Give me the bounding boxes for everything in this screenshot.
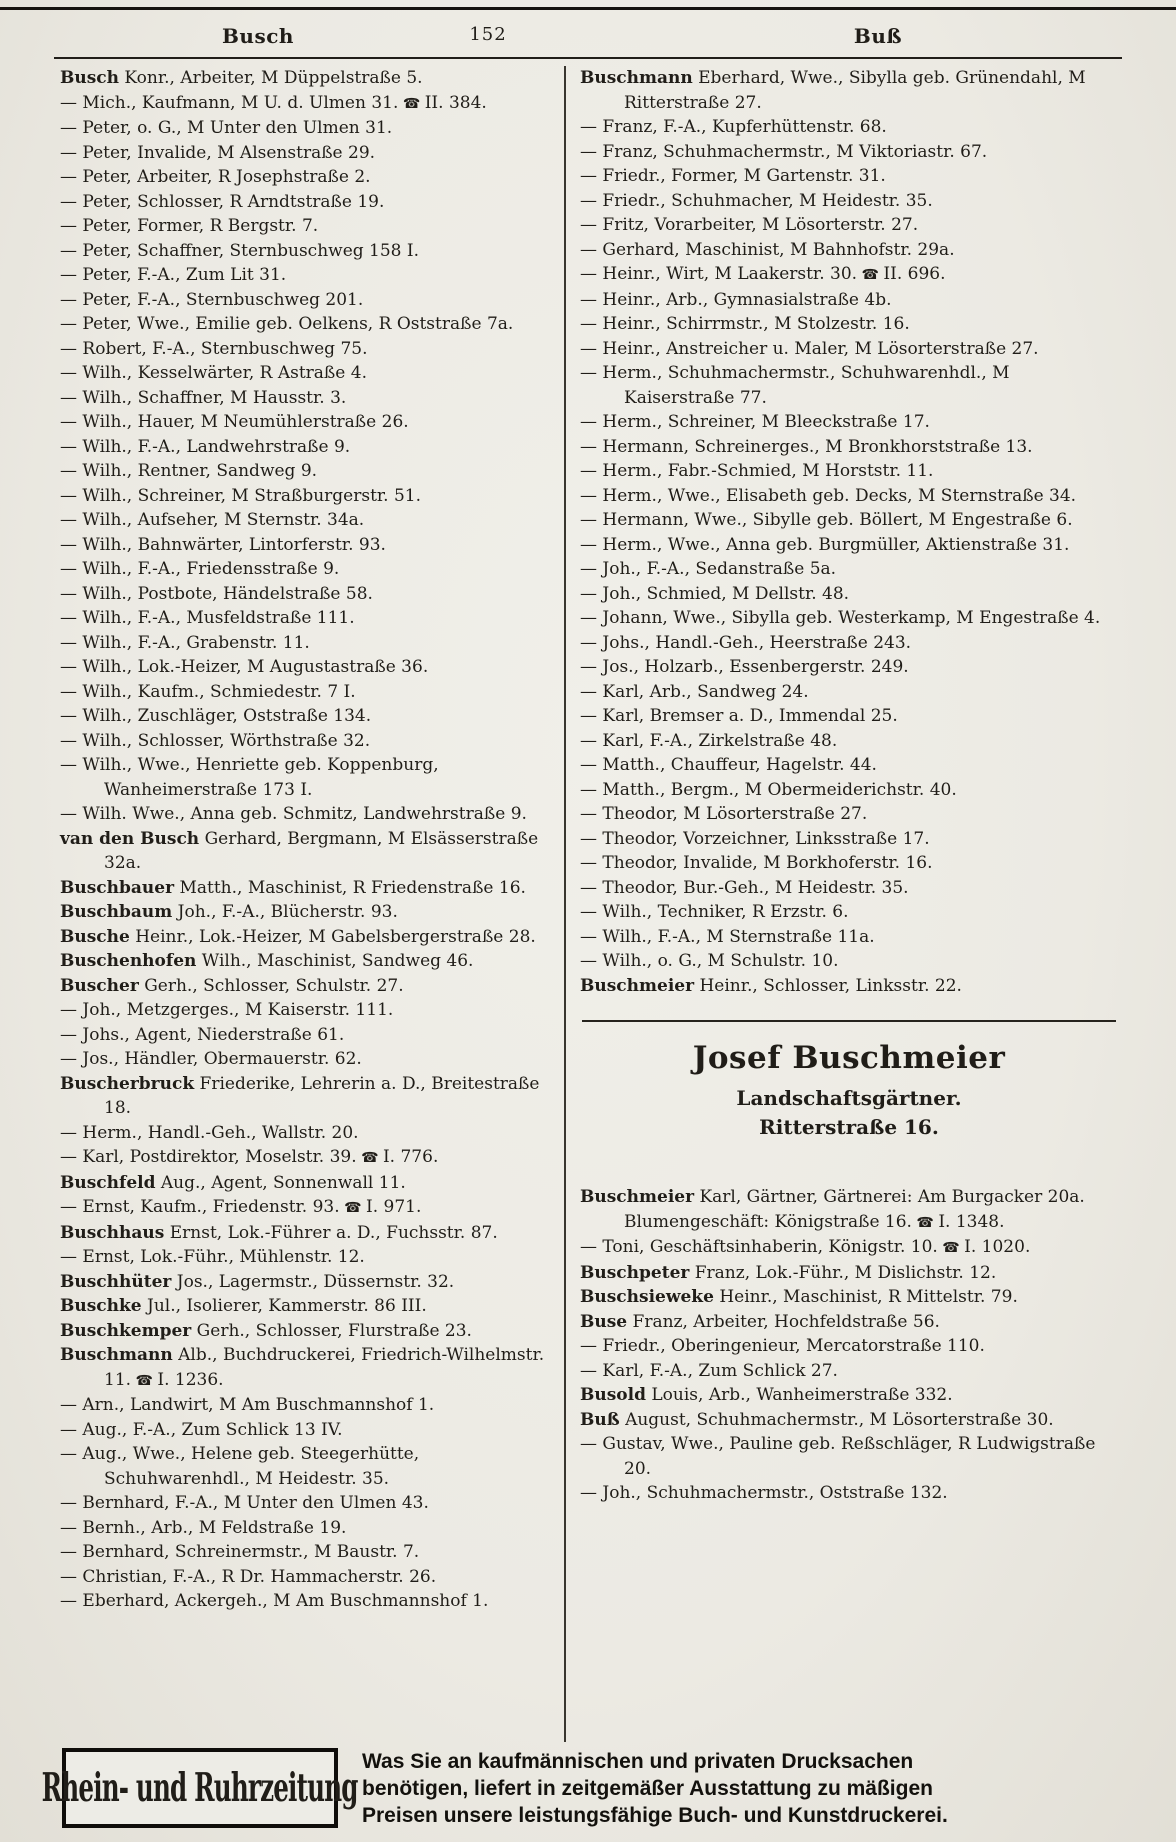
entry-text: Aug., Agent, Sonnenwall 11.	[160, 1172, 406, 1193]
entry-surname: Buse	[580, 1311, 628, 1332]
directory-entry	[60, 1565, 556, 1590]
directory-entry	[580, 876, 1118, 901]
entry-text: August, Schuhmachermstr., M Lösorterstraße 30.	[625, 1409, 1054, 1430]
directory-entry	[60, 1121, 556, 1146]
directory-entry	[60, 753, 556, 802]
directory-entry	[580, 704, 1118, 729]
directory-entry	[60, 1491, 556, 1516]
directory-entry	[580, 1432, 1118, 1481]
entry-text: — Karl, Arb., Sandweg 24.	[580, 681, 809, 702]
inline-ad-line: Josef Buschmeier	[692, 1040, 1006, 1076]
entry-text: — Jos., Holzarb., Essenbergerstr. 249.	[580, 657, 909, 677]
entry-text: — Peter, F.-A., Zum Lit 31.	[60, 265, 287, 285]
entry-text: — Johs., Handl.-Geh., Heerstraße 243.	[580, 632, 912, 653]
entry-surname: Buschmeier	[580, 1187, 695, 1207]
entry-text: — Gustav, Wwe., Pauline geb. Reßschläger, R Ludwigstraße 20.	[580, 1434, 1096, 1479]
entry-text: — Peter, Schaffner, Sternbuschweg 158 I.	[60, 240, 420, 261]
directory-entry	[60, 91, 556, 117]
entry-text: Gerh., Schlosser, Schulstr. 27.	[144, 975, 404, 996]
directory-entry	[580, 974, 1118, 999]
entry-text: — Peter, F.-A., Sternbuschweg 201.	[60, 289, 364, 310]
phone-number: I. 776.	[382, 1147, 439, 1167]
entry-text: — Wilh., Wwe., Henriette geb. Koppenburg, Wanheimerstraße 173 I.	[60, 755, 439, 800]
directory-entry	[580, 1359, 1118, 1384]
entry-surname: Buschfeld	[60, 1172, 156, 1193]
directory-entry	[60, 337, 556, 362]
directory-entry	[580, 1285, 1118, 1310]
entry-text: — Heinr., Wirt, M Laakerstr. 30.	[580, 264, 858, 284]
entry-text: — Bernhard, Schreinermstr., M Baustr. 7.	[60, 1542, 420, 1562]
entry-text: — Wilh., Schreiner, M Straßburgerstr. 51.	[60, 485, 422, 506]
directory-entry	[60, 386, 556, 411]
entry-text: — Wilh., Postbote, Händelstraße 58.	[60, 583, 373, 604]
entry-text: — Peter, Arbeiter, R Josephstraße 2.	[60, 167, 371, 187]
entry-text: Franz, Lok.-Führ., M Dislichstr. 12.	[694, 1262, 997, 1283]
directory-entry	[580, 1185, 1118, 1235]
entry-text: — Eberhard, Ackergeh., M Am Buschmannshof 1.	[60, 1591, 489, 1611]
directory-entry	[60, 729, 556, 754]
entry-text: — Herm., Schreiner, M Bleeckstraße 17.	[580, 412, 930, 432]
entry-text: — Wilh., F.-A., M Sternstraße 11a.	[580, 926, 875, 947]
entry-text: — Wilh., Bahnwärter, Lintorferstr. 93.	[60, 534, 386, 555]
entry-text: — Peter, Invalide, M Alsenstraße 29.	[60, 142, 376, 163]
entry-text: — Wilh., Schaffner, M Hausstr. 3.	[60, 387, 347, 408]
entry-surname: Buschmann	[580, 68, 693, 88]
entry-text: — Gerhard, Maschinist, M Bahnhofstr. 29a.	[580, 239, 955, 260]
entry-text: — Wilh., Zuschläger, Oststraße 134.	[60, 706, 372, 726]
entry-text: — Wilh., o. G., M Schulstr. 10.	[580, 951, 839, 971]
directory-entry	[580, 753, 1118, 778]
directory-entry	[60, 1393, 556, 1418]
entry-surname: Buschbauer	[60, 877, 175, 898]
entry-text: — Friedr., Schuhmacher, M Heidestr. 35.	[580, 190, 933, 211]
directory-entry	[60, 508, 556, 533]
header-keyword-left: Busch	[222, 24, 294, 48]
directory-entry	[580, 900, 1118, 925]
entry-text: Gerhard, Bergmann, M Elsässerstraße 32a.	[104, 828, 539, 873]
entry-surname: Buschbaum	[60, 902, 173, 922]
phone-number: I. 1020.	[964, 1237, 1031, 1257]
entry-text: — Robert, F.-A., Sternbuschweg 75.	[60, 338, 368, 359]
entry-text: Friederike, Lehrerin a. D., Breitestraße 18.	[104, 1073, 540, 1118]
page-top-rule	[0, 7, 1176, 10]
directory-entry	[580, 262, 1118, 288]
directory-entry	[580, 115, 1118, 140]
directory-entry	[60, 998, 556, 1023]
directory-entry	[60, 827, 556, 876]
entry-surname: Buschsieweke	[580, 1287, 714, 1307]
directory-entry	[60, 1072, 556, 1121]
directory-entry	[60, 876, 556, 901]
directory-entry	[60, 1047, 556, 1072]
entry-text: Karl, Gärtner, Gärtnerei: Am Burgacker 20a. Blumengeschäft: Königstraße 16.	[624, 1187, 1085, 1232]
entry-text: — Heinr., Arb., Gymnasialstraße 4b.	[580, 289, 892, 310]
page-number: 152	[469, 24, 507, 45]
entry-surname: Buß	[580, 1409, 620, 1430]
entry-text: — Peter, o. G., M Unter den Ulmen 31.	[60, 118, 393, 138]
entry-text: — Johs., Agent, Niederstraße 61.	[60, 1024, 345, 1045]
directory-entry	[580, 288, 1118, 313]
entry-text: — Mich., Kaufmann, M U. d. Ulmen 31.	[60, 92, 399, 113]
directory-entry	[580, 802, 1118, 827]
directory-entry	[580, 213, 1118, 238]
entry-text: Gerh., Schlosser, Flurstraße 23.	[196, 1320, 472, 1341]
inline-ad-line: Ritterstraße 16.	[759, 1115, 939, 1139]
entry-text: — Hermann, Schreinerges., M Bronkhorststraße 13.	[580, 436, 1033, 457]
header-rule	[54, 57, 1122, 59]
directory-entry	[580, 1261, 1118, 1286]
entry-text: — Toni, Geschäftsinhaberin, Königstr. 10.	[580, 1237, 938, 1257]
phone-number: II. 384.	[424, 92, 487, 113]
entry-surname: Buscher	[60, 975, 139, 996]
entry-text: — Wilh., Aufseher, M Sternstr. 34a.	[60, 510, 365, 530]
phone-number: II. 696.	[883, 264, 946, 284]
entry-text: Konr., Arbeiter, M Düppelstraße 5.	[124, 68, 423, 88]
directory-entry	[580, 631, 1118, 656]
directory-entry	[60, 1171, 556, 1196]
directory-entry	[580, 1408, 1118, 1433]
directory-entry	[580, 312, 1118, 337]
entry-text: — Wilh., Rentner, Sandweg 9.	[60, 461, 318, 481]
entry-text: — Bernhard, F.-A., M Unter den Ulmen 43.	[60, 1493, 429, 1513]
directory-entry	[60, 239, 556, 264]
directory-entry	[580, 361, 1118, 410]
entry-text: Alb., Buchdruckerei, Friedrich-Wilhelmstr. 11.	[104, 1345, 545, 1390]
directory-entry	[60, 1589, 556, 1614]
entry-text: Heinr., Lok.-Heizer, M Gabelsbergerstraße 28.	[135, 926, 536, 947]
directory-entry	[580, 582, 1118, 607]
entry-text: — Bernh., Arb., M Feldstraße 19.	[60, 1517, 347, 1538]
entry-text: — Aug., F.-A., Zum Schlick 13 IV.	[60, 1419, 343, 1440]
entry-text: — Wilh., Techniker, R Erzstr. 6.	[580, 902, 849, 922]
directory-entry	[580, 778, 1118, 803]
entry-text: Heinr., Maschinist, R Mittelstr. 79.	[719, 1287, 1018, 1307]
directory-entry	[580, 655, 1118, 680]
column-divider	[564, 66, 566, 1742]
directory-entry	[60, 1270, 556, 1295]
phone-number: I. 1348.	[938, 1211, 1005, 1232]
directory-entry	[60, 1516, 556, 1541]
directory-entry	[580, 1481, 1118, 1506]
entry-text: Jos., Lagermstr., Düssernstr. 32.	[176, 1271, 455, 1292]
entry-text: — Joh., F.-A., Sedanstraße 5a.	[580, 559, 837, 579]
entry-surname: Buschhaus	[60, 1222, 165, 1243]
directory-entry	[60, 141, 556, 166]
entry-text: — Friedr., Oberingenieur, Mercatorstraße 110.	[580, 1336, 985, 1356]
directory-entry	[60, 116, 556, 141]
entry-text: — Johann, Wwe., Sibylla geb. Westerkamp, M Engestraße 4.	[580, 608, 1101, 628]
directory-entry	[60, 410, 556, 435]
entry-text: — Wilh., Schlosser, Wörthstraße 32.	[60, 730, 371, 751]
entry-text: — Joh., Schuhmachermstr., Oststraße 132.	[580, 1483, 948, 1503]
directory-entry	[60, 361, 556, 386]
entry-text: — Karl, Postdirektor, Moselstr. 39.	[60, 1147, 357, 1167]
directory-entry	[580, 925, 1118, 950]
directory-entry	[580, 508, 1118, 533]
directory-entry	[580, 435, 1118, 460]
directory-entry	[60, 66, 556, 91]
directory-entry	[60, 165, 556, 190]
directory-entry	[580, 533, 1118, 558]
entry-text: — Peter, Schlosser, R Arndtstraße 19.	[60, 191, 385, 212]
entry-text: — Matth., Chauffeur, Hagelstr. 44.	[580, 755, 877, 775]
entry-text: — Wilh., Lok.-Heizer, M Augustastraße 36.	[60, 657, 429, 677]
inline-ad	[580, 1040, 1118, 1139]
entry-surname: Buscherbruck	[60, 1073, 195, 1094]
directory-entry	[60, 1145, 556, 1171]
entry-text: — Karl, Bremser a. D., Immendal 25.	[580, 706, 898, 726]
entry-surname: Buschmeier	[580, 975, 695, 996]
entry-text: Franz, Arbeiter, Hochfeldstraße 56.	[632, 1311, 940, 1332]
phone-icon: ☎	[857, 267, 884, 283]
entry-text: Jul., Isolierer, Kammerstr. 86 III.	[147, 1296, 427, 1316]
entry-surname: Buschke	[60, 1296, 142, 1316]
entry-text: — Franz, Schuhmachermstr., M Viktoriastr. 67.	[580, 141, 988, 162]
directory-entry	[60, 582, 556, 607]
phone-icon: ☎	[356, 1150, 383, 1166]
phone-icon: ☎	[339, 1200, 366, 1216]
directory-entry	[580, 1235, 1118, 1261]
entry-surname: Buschenhofen	[60, 951, 197, 971]
directory-entry	[580, 1310, 1118, 1335]
directory-entry	[580, 484, 1118, 509]
entry-text: Wilh., Maschinist, Sandweg 46.	[201, 951, 474, 971]
entry-surname: Busch	[60, 68, 120, 88]
entry-text: — Herm., Schuhmachermstr., Schuhwarenhdl., M Kaiserstraße 77.	[580, 363, 1010, 408]
entry-text: — Karl, F.-A., Zum Schlick 27.	[580, 1360, 838, 1381]
entry-text: — Matth., Bergm., M Obermeiderichstr. 40.	[580, 779, 957, 800]
directory-entry	[60, 631, 556, 656]
entry-text: — Joh., Metzgerges., M Kaiserstr. 111.	[60, 1000, 394, 1020]
directory-entry	[580, 337, 1118, 362]
entry-surname: Buschpeter	[580, 1262, 690, 1283]
entry-surname: Buschkemper	[60, 1320, 192, 1341]
directory-entry	[580, 238, 1118, 263]
entry-text: Joh., F.-A., Blücherstr. 93.	[177, 902, 398, 922]
directory-entry	[60, 1221, 556, 1246]
directory-entry	[60, 1319, 556, 1344]
entry-text: Ernst, Lok.-Führer a. D., Fuchsstr. 87.	[169, 1222, 498, 1243]
directory-entry	[580, 680, 1118, 705]
footer-ad-line: Was Sie an kaufmännischen und privaten Drucksachen	[362, 1749, 914, 1773]
entry-surname: Buschhüter	[60, 1271, 172, 1292]
footer-ad-text	[362, 1748, 948, 1829]
directory-entry	[580, 1334, 1118, 1359]
directory-entry	[60, 1245, 556, 1270]
entry-text: — Wilh., F.-A., Landwehrstraße 9.	[60, 436, 351, 457]
directory-entry	[60, 606, 556, 631]
directory-entry	[580, 66, 1118, 115]
entry-text: — Franz, F.-A., Kupferhüttenstr. 68.	[580, 117, 887, 137]
column-right	[580, 66, 1118, 1742]
directory-entry	[60, 949, 556, 974]
entry-text: Heinr., Schlosser, Linksstr. 22.	[699, 975, 962, 996]
newspaper-logo-box	[42, 1748, 358, 1828]
phone-icon: ☎	[398, 95, 425, 112]
directory-entry	[60, 1023, 556, 1048]
directory-entry	[580, 949, 1118, 974]
directory-entry	[60, 533, 556, 558]
phone-number: I. 1236.	[157, 1369, 224, 1390]
directory-entry	[60, 312, 556, 337]
directory-entry	[60, 190, 556, 215]
phone-number: I. 971.	[365, 1197, 422, 1217]
directory-entry	[60, 557, 556, 582]
directory-entry	[60, 900, 556, 925]
entry-text: — Karl, F.-A., Zirkelstraße 48.	[580, 730, 838, 751]
directory-entry	[60, 974, 556, 999]
entry-text: Eberhard, Wwe., Sibylla geb. Grünendahl, M Ritterstraße 27.	[624, 68, 1086, 113]
phone-icon: ☎	[937, 1240, 965, 1256]
entry-text: — Joh., Schmied, M Dellstr. 48.	[580, 583, 850, 604]
entry-surname: Busche	[60, 926, 130, 947]
entry-text: — Wilh., Kaufm., Schmiedestr. 7 I.	[60, 681, 356, 702]
inline-ad-line: Landschaftsgärtner.	[736, 1086, 962, 1110]
entry-text: — Wilh. Wwe., Anna geb. Schmitz, Landwehrstraße 9.	[60, 804, 527, 824]
entry-text: — Wilh., F.-A., Grabenstr. 11.	[60, 632, 310, 653]
entry-text: — Peter, Former, R Bergstr. 7.	[60, 216, 319, 236]
entry-text: — Herm., Handl.-Geh., Wallstr. 20.	[60, 1122, 359, 1143]
entry-text: — Peter, Wwe., Emilie geb. Oelkens, R Oststraße 7a.	[60, 314, 514, 334]
entry-text: — Christian, F.-A., R Dr. Hammacherstr. 26.	[60, 1566, 437, 1587]
directory-entry	[60, 214, 556, 239]
directory-entry	[580, 189, 1118, 214]
directory-entry	[60, 802, 556, 827]
directory-entry	[580, 851, 1118, 876]
directory-entry	[60, 484, 556, 509]
entry-text: — Herm., Wwe., Elisabeth geb. Decks, M Sternstraße 34.	[580, 485, 1077, 506]
entry-text: Matth., Maschinist, R Friedenstraße 16.	[179, 877, 526, 898]
directory-entry	[580, 140, 1118, 165]
directory-entry	[60, 435, 556, 460]
entry-text: — Herm., Wwe., Anna geb. Burgmüller, Aktienstraße 31.	[580, 534, 1070, 555]
directory-entry	[60, 925, 556, 950]
entry-text: — Arn., Landwirt, M Am Buschmannshof 1.	[60, 1395, 435, 1415]
directory-entry	[580, 164, 1118, 189]
directory-entry	[580, 827, 1118, 852]
entry-text: — Ernst, Lok.-Führ., Mühlenstr. 12.	[60, 1247, 365, 1267]
directory-entry	[60, 1540, 556, 1565]
entry-text: — Aug., Wwe., Helene geb. Steegerhütte, Schuhwarenhdl., M Heidestr. 35.	[60, 1444, 420, 1489]
entry-text: — Wilh., Hauer, M Neumühlerstraße 26.	[60, 412, 409, 432]
directory-entry	[60, 288, 556, 313]
directory-entry	[580, 410, 1118, 435]
entry-text: — Jos., Händler, Obermauerstr. 62.	[60, 1049, 362, 1069]
footer-ad-line: Preisen unsere leistungsfähige Buch- und Kunstdruckerei.	[362, 1803, 948, 1827]
ad-separator-rule	[582, 1020, 1116, 1022]
directory-entry	[60, 1418, 556, 1443]
entry-surname: van den Busch	[60, 828, 200, 849]
newspaper-logo: Rhein- und Ruhrzeitung	[42, 1764, 358, 1812]
entry-text: — Ernst, Kaufm., Friedenstr. 93.	[60, 1197, 340, 1217]
directory-entry	[60, 459, 556, 484]
directory-entry	[580, 557, 1118, 582]
entry-text: — Herm., Fabr.-Schmied, M Horststr. 11.	[580, 461, 934, 481]
directory-entry	[60, 704, 556, 729]
footer-ad	[42, 1746, 1116, 1830]
phone-icon: ☎	[131, 1372, 158, 1389]
entry-text: — Theodor, Vorzeichner, Linksstraße 17.	[580, 828, 930, 849]
directory-entry	[60, 1343, 556, 1393]
directory-entry	[60, 263, 556, 288]
entry-text: — Theodor, M Lösorterstraße 27.	[580, 804, 868, 824]
entry-text: — Wilh., F.-A., Musfeldstraße 111.	[60, 608, 355, 628]
entry-text: — Theodor, Bur.-Geh., M Heidestr. 35.	[580, 877, 909, 898]
directory-entry	[580, 459, 1118, 484]
footer-ad-line: benötigen, liefert in zeitgemäßer Ausstattung zu mäßigen	[362, 1776, 933, 1800]
directory-entry	[60, 680, 556, 705]
entry-surname: Busold	[580, 1385, 646, 1405]
entry-text: — Wilh., F.-A., Friedensstraße 9.	[60, 559, 340, 579]
directory-entry	[60, 1195, 556, 1221]
entry-text: Louis, Arb., Wanheimerstraße 332.	[651, 1385, 953, 1405]
entry-text: — Wilh., Kesselwärter, R Astraße 4.	[60, 363, 367, 383]
entry-text: — Fritz, Vorarbeiter, M Lösorterstr. 27.	[580, 215, 919, 235]
directory-entry	[580, 606, 1118, 631]
entry-text: — Friedr., Former, M Gartenstr. 31.	[580, 166, 886, 186]
entry-text: — Heinr., Anstreicher u. Maler, M Lösorterstraße 27.	[580, 338, 1039, 359]
directory-entry	[580, 1383, 1118, 1408]
directory-entry	[60, 1442, 556, 1491]
column-left	[60, 66, 556, 1742]
directory-entry	[60, 1294, 556, 1319]
phone-icon: ☎	[911, 1214, 939, 1231]
header-keyword-right: Buß	[853, 24, 903, 48]
directory-content	[60, 66, 1118, 1742]
entry-text: — Theodor, Invalide, M Borkhoferstr. 16.	[580, 853, 933, 873]
entry-text: — Hermann, Wwe., Sibylle geb. Böllert, M Engestraße 6.	[580, 510, 1073, 530]
entry-surname: Buschmann	[60, 1345, 173, 1365]
directory-entry	[580, 729, 1118, 754]
directory-entry	[60, 655, 556, 680]
entry-text: — Heinr., Schirrmstr., M Stolzestr. 16.	[580, 314, 910, 334]
